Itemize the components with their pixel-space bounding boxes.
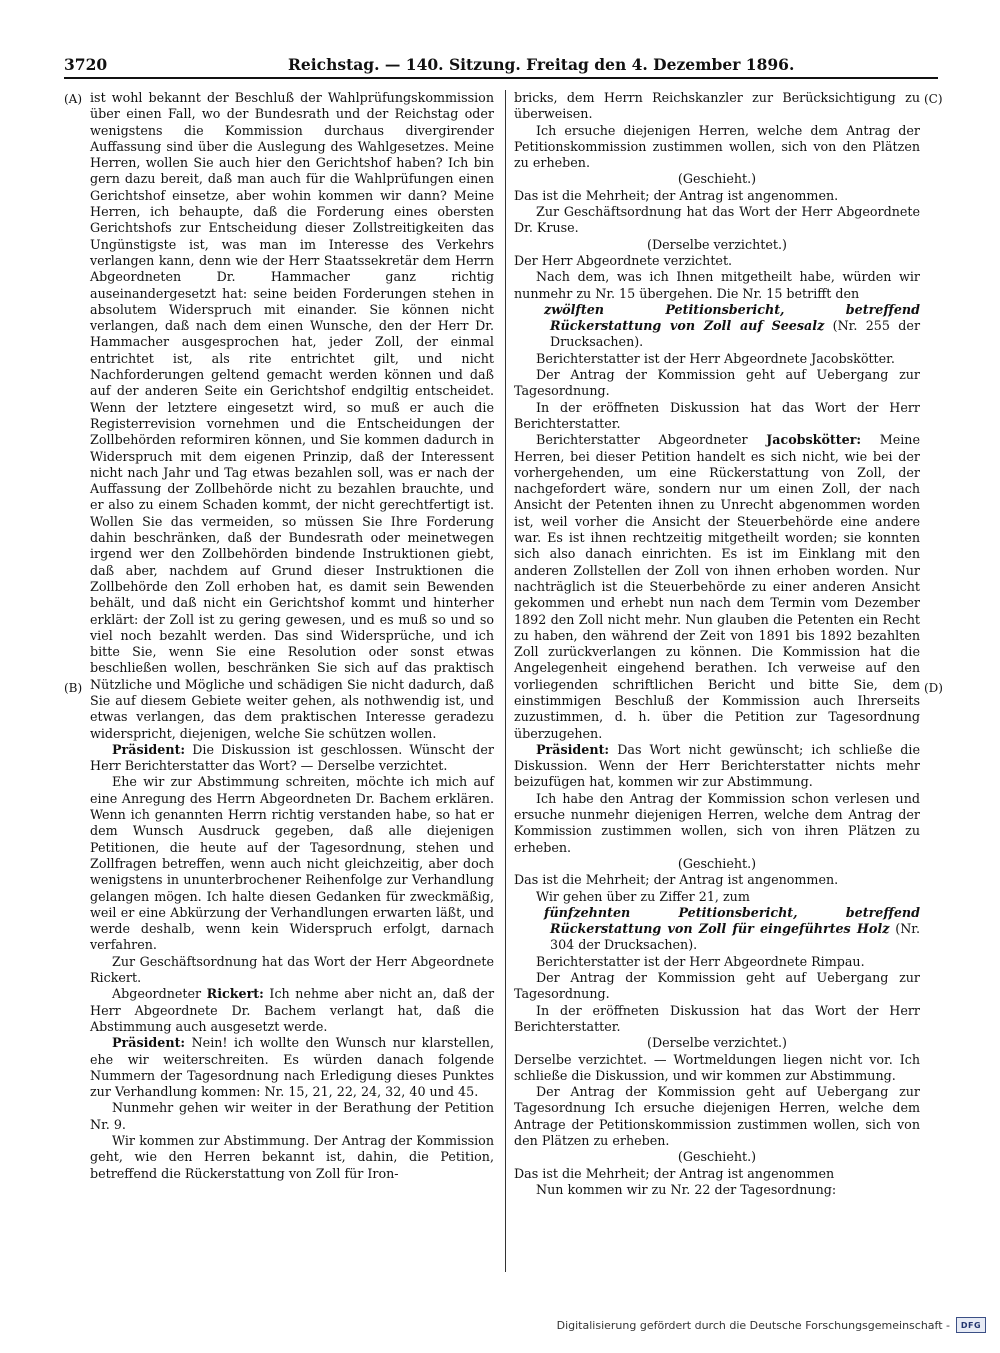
paragraph: Das ist die Mehrheit; der Antrag ist angenommen. <box>514 187 839 203</box>
speaker-name: Präsident: <box>112 741 186 757</box>
paragraph: Wir kommen zur Abstimmung. Der Antrag der Kommission geht, wie den Herren bekannt ist, dahin, die Petition, betreffend die Rückerstattung von Zoll für Iron- <box>90 1133 494 1181</box>
left-column <box>90 90 494 1272</box>
paragraph: Berichterstatter ist der Herr Abgeordnete Jacobskötter. <box>536 350 895 366</box>
paragraph: Der Herr Abgeordnete verzichtet. <box>514 252 733 268</box>
paragraph: bricks, dem Herrn Reichskanzler zur Berücksichtigung zu überweisen. <box>514 90 920 122</box>
speaker-name: Präsident: <box>112 1035 186 1051</box>
paragraph: Der Antrag der Kommission geht auf Uebergang zur Tagesordnung. <box>514 970 920 1002</box>
paragraph: ist wohl bekannt der Beschluß der Wahlprüfungskommission über einen Fall, wo der Bundesrath und der Reichstag oder wenigstens die Kommission durchaus divergirender Auffassung sind über die Auslegung des Wahlgesetzes. Meine Herren, wollen Sie auch hier den Gerichtshof haben? Ich bin gern dazu bereit, daß man auch für die Wahlprüfungen einen Gerichtshof einsetze, aber wohin kommen wir dann? Meine Herren, ich behaupte, daß die Forderung eines obersten Gerichtshofs zur Entscheidung dieser Zollstreitigkeiten das Ungünstigste ist, was man im Interesse des Verkehrs verlangen kann, denn wie der Herr Staatssekretär dem Herrn Abgeordneten Dr. Hammacher ganz richtig auseinandergesetzt hat: seine beiden Forderungen stehen in absolutem Widerspruch mit einander. Sie können nicht verlangen, daß nach dem einen Wunsche, den der Herr Dr. Hammacher ausgesprochen hat, jeder Zoll, der einmal entrichtet ist, als rite entrichtet gilt, und nicht Nachforderungen geltend gemacht werden können und daß auf der anderen Seite ein Gerichtshof endgiltig entscheidet. Wenn der letztere eingesetzt wird, so muß er auch die Registerrevision vornehmen und die Entscheidungen der Zollbehörden reformiren können, und Sie kommen dadurch in Widerspruch mit dem eigenen Prinzip, daß der Interessent nicht nach Jahr und Tag etwas bezahlen soll, was er nach der Auffassung der Zollbehörde nicht zu bezahlen brauchte, und er also zu einem Schaden kommt, der nicht gerechtfertigt ist. Wollen Sie das vermeiden, so müssen Sie Ihre Forderung dahin beschränken, daß der Bundesrath oder meinetwegen irgend wer den Zollbehörden bindende Instruktionen giebt, daß aber, nachdem auf Grund dieser Instruktionen die Zollbehörde den Zoll erhoben hat, es damit sein Bewenden behält, und daß nicht ein Gerichtshof kommt und hinterher erklärt: der Zoll ist zu gering gewesen, und es muß so und so viel noch bezahlt werden. Das sind Widersprüche, und ich bitte Sie, wenn Sie eine Resolution oder sonst etwas beschließen wollen, beschränken Sie sich auf das praktisch Nützliche und Mögliche und schädigen Sie nicht dadurch, daß Sie auf diesem Gebiete weiter gehen, als nothwendig ist, und etwas verlangen, das dem praktischen Interesse geradezu widerspricht, diejenigen, welche Sie schützen wollen. <box>90 90 494 741</box>
speech-text: Das Wort nicht gewünscht; ich schließe die Diskussion. Wenn der Herr Berichterstatter nichts mehr beizufügen hat, kommen wir zur Abstimmung. <box>514 741 920 790</box>
paragraph: Zur Geschäftsordnung hat das Wort der Herr Abgeordnete Rickert. <box>90 953 494 986</box>
stage-direction: (Derselbe verzichtet.) <box>647 1035 787 1051</box>
credit-text: Digitalisierung gefördert durch die Deutsche Forschungsgemeinschaft - <box>556 1318 950 1332</box>
paragraph: In der eröffneten Diskussion hat das Wort der Herr Berichterstatter. <box>514 1002 920 1034</box>
paragraph: Nach dem, was ich Ihnen mitgetheilt habe, würden wir nunmehr zu Nr. 15 übergehen. Die Nr. 15 betrifft den <box>514 269 920 301</box>
agenda-item-reference: (Nr. 304 der Drucksachen). <box>550 921 920 953</box>
paragraph: Nunmehr gehen wir weiter in der Berathung der Petition Nr. 9. <box>90 1100 494 1132</box>
column-divider <box>505 90 506 1272</box>
agenda-item <box>514 905 920 954</box>
paragraph: Derselbe verzichtet. — Wortmeldungen liegen nicht vor. Ich schließe die Diskussion, und wir kommen zur Abstimmung. <box>514 1051 920 1083</box>
agenda-item-title: zwölften Petitionsbericht, betreffend Rückerstattung von Zoll auf Seesalz <box>544 301 920 334</box>
speech-text: Nein! ich wollte den Wunsch nur klarstellen, ehe wir weiterschreiten. Es würden danach folgende Nummern der Tagesordnung nach Erledigung dieses Punktes zur Verhandlung kommen: Nr. 15, 21, 22, 24, 32, 40 und 45. <box>90 1035 494 1100</box>
paragraph: Ich ersuche diejenigen Herren, welche dem Antrag der Petitionskommission zustimmen wollen, sich von den Plätzen zu erheben. <box>514 122 920 171</box>
speaker-prefix: Berichterstatter Abgeordneter <box>536 432 767 448</box>
agenda-item-reference: (Nr. 255 der Drucksachen). <box>550 318 921 350</box>
margin-marker-b: (B) <box>64 681 83 695</box>
agenda-item <box>514 302 920 351</box>
paragraph: Nun kommen wir zu Nr. 22 der Tagesordnung: <box>536 1181 837 1197</box>
stage-direction: (Geschieht.) <box>677 1149 757 1165</box>
running-title: Reichstag. — 140. Sitzung. Freitag den 4. Dezember 1896. <box>288 55 795 74</box>
paragraph: Berichterstatter ist der Herr Abgeordnete Rimpau. <box>536 953 865 969</box>
paragraph: Der Antrag der Kommission geht auf Uebergang zur Tagesordnung. <box>514 367 920 399</box>
paragraph <box>514 742 920 791</box>
paragraph: Das ist die Mehrheit; der Antrag ist angenommen <box>514 1165 835 1181</box>
speech-text: Ich nehme aber nicht an, daß der Herr Abgeordnete Dr. Bachem verlangt hat, daß die Abstimmung auch ausgesetzt werde. <box>90 986 495 1034</box>
paragraph <box>514 432 920 742</box>
speaker-name: Rickert: <box>206 986 264 1002</box>
paragraph: Zur Geschäftsordnung hat das Wort der Herr Abgeordnete Dr. Kruse. <box>514 204 920 236</box>
stage-direction: (Derselbe verzichtet.) <box>647 236 787 252</box>
dfg-logo: DFG <box>956 1317 986 1333</box>
stage-direction: (Geschieht.) <box>677 171 757 187</box>
digitization-credit <box>557 1316 986 1334</box>
right-column <box>514 90 920 1272</box>
paragraph: Ich habe den Antrag der Kommission schon verlesen und ersuche nunmehr diejenigen Herren, welche dem Antrag der Kommission zustimmen wollen, sich von ihren Plätzen zu erheben. <box>514 790 920 855</box>
page-number: 3720 <box>64 55 108 74</box>
page-header <box>64 55 938 79</box>
stage-direction: (Geschieht.) <box>677 855 757 871</box>
agenda-item-title: fünfzehnten Petitionsbericht, betreffend Rückerstattung von Zoll für eingeführtes Holz <box>544 904 920 937</box>
paragraph: In der eröffneten Diskussion hat das Wort der Herr Berichterstatter. <box>514 399 920 431</box>
paragraph <box>90 1035 494 1100</box>
speaker-name: Präsident: <box>536 741 610 757</box>
speaker-prefix: Abgeordneter <box>112 986 207 1002</box>
margin-marker-d: (D) <box>924 681 943 695</box>
margin-marker-a: (A) <box>64 92 83 106</box>
speech-text: Meine Herren, bei dieser Petition handelt es sich nicht, wie bei der vorhergehenden, um eine Rückerstattung von Zoll, der nachgefordert wäre, sondern nur um einen Zoll, der nach Ansicht der Petenten ihnen zu Unrecht abgenommen worden ist, weil vorher die Ansicht der Steuerbehörde eine andere war. Es ist ihnen rechtzeitig mitgetheilt worden; sie konnten sich also danach einrichten. Es ist im Einklang mit den anderen Zollstellen der Zoll von ihnen erhoben worden. Nur nachträglich ist die Steuerbehörde zu einer anderen Ansicht gekommen und erhebt nun nach dem Termin vom Dezember 1892 den Zoll nicht mehr. Nun glauben die Petenten ein Recht zu haben, den während der Zeit von 1891 bis 1892 bezahlten Zoll zurückverlangen zu können. Die Kommission hat die Angelegenheit eingehend berathen. Ich verweise auf den vorliegenden schriftlichen Bericht und bitte Sie, dem einstimmigen Beschluß der Kommission auch Ihrerseits zuzustimmen, d. h. über die Petition zur Tagesordnung überzugehen. <box>514 432 920 741</box>
paragraph: Der Antrag der Kommission geht auf Uebergang zur Tagesordnung Ich ersuche diejenigen Herren, welche dem Antrage der Petitionskommission zustimmen wollen, sich von den Plätzen zu erheben. <box>514 1084 920 1148</box>
paragraph: Wir gehen über zu Ziffer 21, zum <box>536 888 750 904</box>
speech-text: Die Diskussion ist geschlossen. Wünscht der Herr Berichterstatter das Wort? — Derselbe verzichtet. <box>90 741 494 774</box>
paragraph <box>90 986 494 1035</box>
paragraph: Das ist die Mehrheit; der Antrag ist angenommen. <box>514 872 839 888</box>
paragraph <box>90 742 494 775</box>
speaker-name: Jacobskötter: <box>766 432 862 448</box>
margin-marker-c: (C) <box>924 92 943 106</box>
paragraph: Ehe wir zur Abstimmung schreiten, möchte ich mich auf eine Anregung des Herrn Abgeordneten Dr. Bachem erklären. Wenn ich genannten Herrn richtig verstanden habe, so hat er dem Wunsch Ausdruck gegeben, daß alle diejenigen Petitionen, die heute auf der Tagesordnung, stehen und Zollfragen betreffen, wenn auch nicht gleichzeitig, aber doch wenigstens in ununterbrochener Reihenfolge zur Verhandlung gelangen mögen. Ich halte diesen Gedanken für zweckmäßig, weil er eine Abkürzung der Verhandlungen erwarten läßt, und werde deshalb, wenn kein Widerspruch erfolgt, darnach verfahren. <box>90 774 494 953</box>
